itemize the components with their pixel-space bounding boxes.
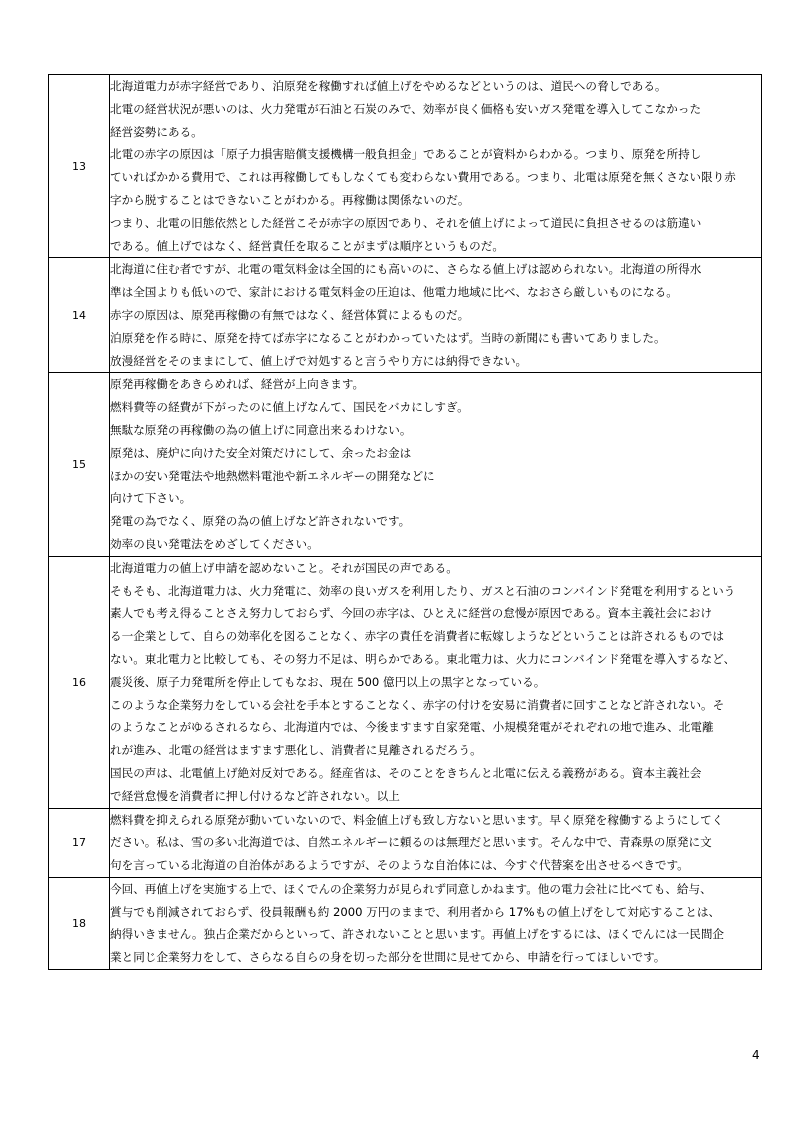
- comment-body: [110, 75, 762, 258]
- comment-line: 効率の良い発電法をめざしてください。: [110, 536, 319, 551]
- comment-line: 原発は、廃炉に向けた安全対策だけにして、余ったお金は: [110, 445, 412, 460]
- comment-number: 18: [49, 877, 110, 969]
- comment-line: る一企業として、自らの効率化を図ることなく、赤字の責任を消費者に転嫁しようなどということは許されるものでは: [110, 629, 725, 644]
- comment-body: [110, 556, 762, 808]
- comment-line: 泊原発を作る時に、原発を持てば赤字になることがわかっていたはず。当時の新聞にも書いてありました。: [110, 330, 666, 345]
- comment-line: つまり、北電の旧態依然とした経営こそが赤字の原因であり、それを値上げによって道民に負担させるのは筋違い: [110, 215, 702, 230]
- comment-line: このような企業努力をしている会社を手本とすることなく、赤字の付けを安易に消費者に回すことなど許されない。そ: [110, 697, 725, 712]
- comment-number: 14: [49, 258, 110, 373]
- comment-line: 業と同じ企業努力をして、さらなる自らの身を切った部分を世間に見せてから、申請を行ってほしいです。: [110, 950, 666, 965]
- comment-line: 燃料費を抑えられる原発が動いていないので、料金値上げも致し方ないと思います。早く原発を稼働するようにしてく: [110, 812, 724, 827]
- comment-line: 発電の為でなく、原発の為の値上げなど許されないです。: [110, 514, 411, 529]
- comments-table: [48, 74, 762, 970]
- comment-row: [49, 808, 762, 877]
- comment-body: [110, 877, 762, 969]
- comment-line: 素人でも考え得ることさえ努力しておらず、今回の赤字は、ひとえに経営の怠慢が原因である。資本主義社会におけ: [110, 606, 712, 621]
- comment-line: 北電の経営状況が悪いのは、火力発電が石油と石炭のみで、効率が良く価格も安いガス発電を導入してこなかった: [110, 101, 702, 116]
- comment-line: ほかの安い発電法や地熱燃料電池や新エネルギーの開発などに: [110, 468, 435, 483]
- comment-line: 向けて下さい。: [110, 491, 192, 506]
- comment-row: [49, 258, 762, 373]
- comment-line: そもそも、北海道電力は、火力発電に、効率の良いガスを利用したり、ガスと石油のコンバインド発電を利用するという: [110, 583, 736, 598]
- comment-line: れが進み、北電の経営はますます悪化し、消費者に見離されるだろう。: [110, 743, 482, 758]
- comment-line: 原発再稼働をあきらめれば、経営が上向きます。: [110, 377, 365, 392]
- comment-line: 無駄な原発の再稼働の為の値上げに同意出来るわけない。: [110, 422, 412, 437]
- comment-line: 経営姿勢にある。: [110, 124, 203, 139]
- comment-body: [110, 373, 762, 556]
- comment-line: 震災後、原子力発電所を停止してもなお、現在 500 億円以上の黒字となっている。: [110, 674, 546, 689]
- comment-line: ていればかかる費用で、これは再稼働してもしなくても変わらない費用である。つまり、北電は原発を無くさない限り赤: [110, 170, 736, 185]
- comment-line: 納得いきません。独占企業だからといって、許されないことと思います。再値上げをするには、ほくでんには一民間企: [110, 927, 725, 942]
- comment-line: ださい。私は、雪の多い北海道では、自然エネルギーに頼るのは無理だと思います。そんな中で、青森県の原発に文: [110, 835, 712, 850]
- page-number: 4: [752, 1048, 760, 1062]
- comment-line: のようなことがゆるされるなら、北海道内では、今後ますます自家発電、小規模発電がそれぞれの地で進み、北電離: [110, 720, 714, 735]
- comment-line: 国民の声は、北電値上げ絶対反対である。経産省は、そのことをきちんと北電に伝える義務がある。資本主義社会: [110, 765, 702, 780]
- comment-line: 北電の赤字の原因は「原子力損害賠償支援機構一般負担金」であることが資料からわかる。つまり、原発を所持し: [110, 147, 702, 162]
- comment-line: 句を言っている北海道の自治体があるようですが、そのような自治体には、今すぐ代替案を出させるべきです。: [110, 858, 689, 873]
- comment-line: 赤字の原因は、原発再稼働の有無ではなく、経営体質によるものだ。: [110, 307, 470, 322]
- comment-number: 15: [49, 373, 110, 556]
- comment-row: [49, 556, 762, 808]
- comment-number: 17: [49, 808, 110, 877]
- comment-line: 字から脱することはできないことがわかる。再稼働は関係ないのだ。: [110, 192, 470, 207]
- comment-line: 準は全国よりも低いので、家計における電気料金の圧迫は、他電力地域に比べ、なおさら厳しいものになる。: [110, 285, 678, 300]
- comment-line: 今回、再値上げを実施する上で、ほくでんの企業努力が見られず同意しかねます。他の電力会社に比べても、給与、: [110, 881, 712, 896]
- comment-line: で経営怠慢を消費者に押し付けるなど許されない。以上: [110, 788, 400, 803]
- comment-body: [110, 258, 762, 373]
- comment-body: [110, 808, 762, 877]
- comment-line: 放漫経営をそのままにして、値上げで対処すると言うやり方には納得できない。: [110, 353, 528, 368]
- comment-line: 燃料費等の経費が下がったのに値上げなんて、国民をバカにしすぎ。: [110, 400, 469, 415]
- comment-line: 賞与でも削減されておらず、役員報酬も約 2000 万円のままで、利用者から 17%もの値上げをして対応することは、: [110, 904, 721, 919]
- comment-line: ない。東北電力と比較しても、その努力不足は、明らかである。東北電力は、火力にコンバインド発電を導入するなど、: [110, 651, 736, 666]
- comment-line: 北海道電力の値上げ申請を認めないこと。それが国民の声である。: [110, 560, 458, 575]
- comment-line: 北海道に住む者ですが、北電の電気料金は全国的にも高いのに、さらなる値上げは認められない。北海道の所得水: [110, 262, 702, 277]
- comment-row: [49, 75, 762, 258]
- comment-number: 13: [49, 75, 110, 258]
- comment-line: である。値上げではなく、経営責任を取ることがまずは順序というものだ。: [110, 238, 504, 253]
- comment-number: 16: [49, 556, 110, 808]
- comment-line: 北海道電力が赤字経営であり、泊原発を稼働すれば値上げをやめるなどというのは、道民への脅しである。: [110, 79, 667, 93]
- comment-row: [49, 373, 762, 556]
- comment-row: [49, 877, 762, 969]
